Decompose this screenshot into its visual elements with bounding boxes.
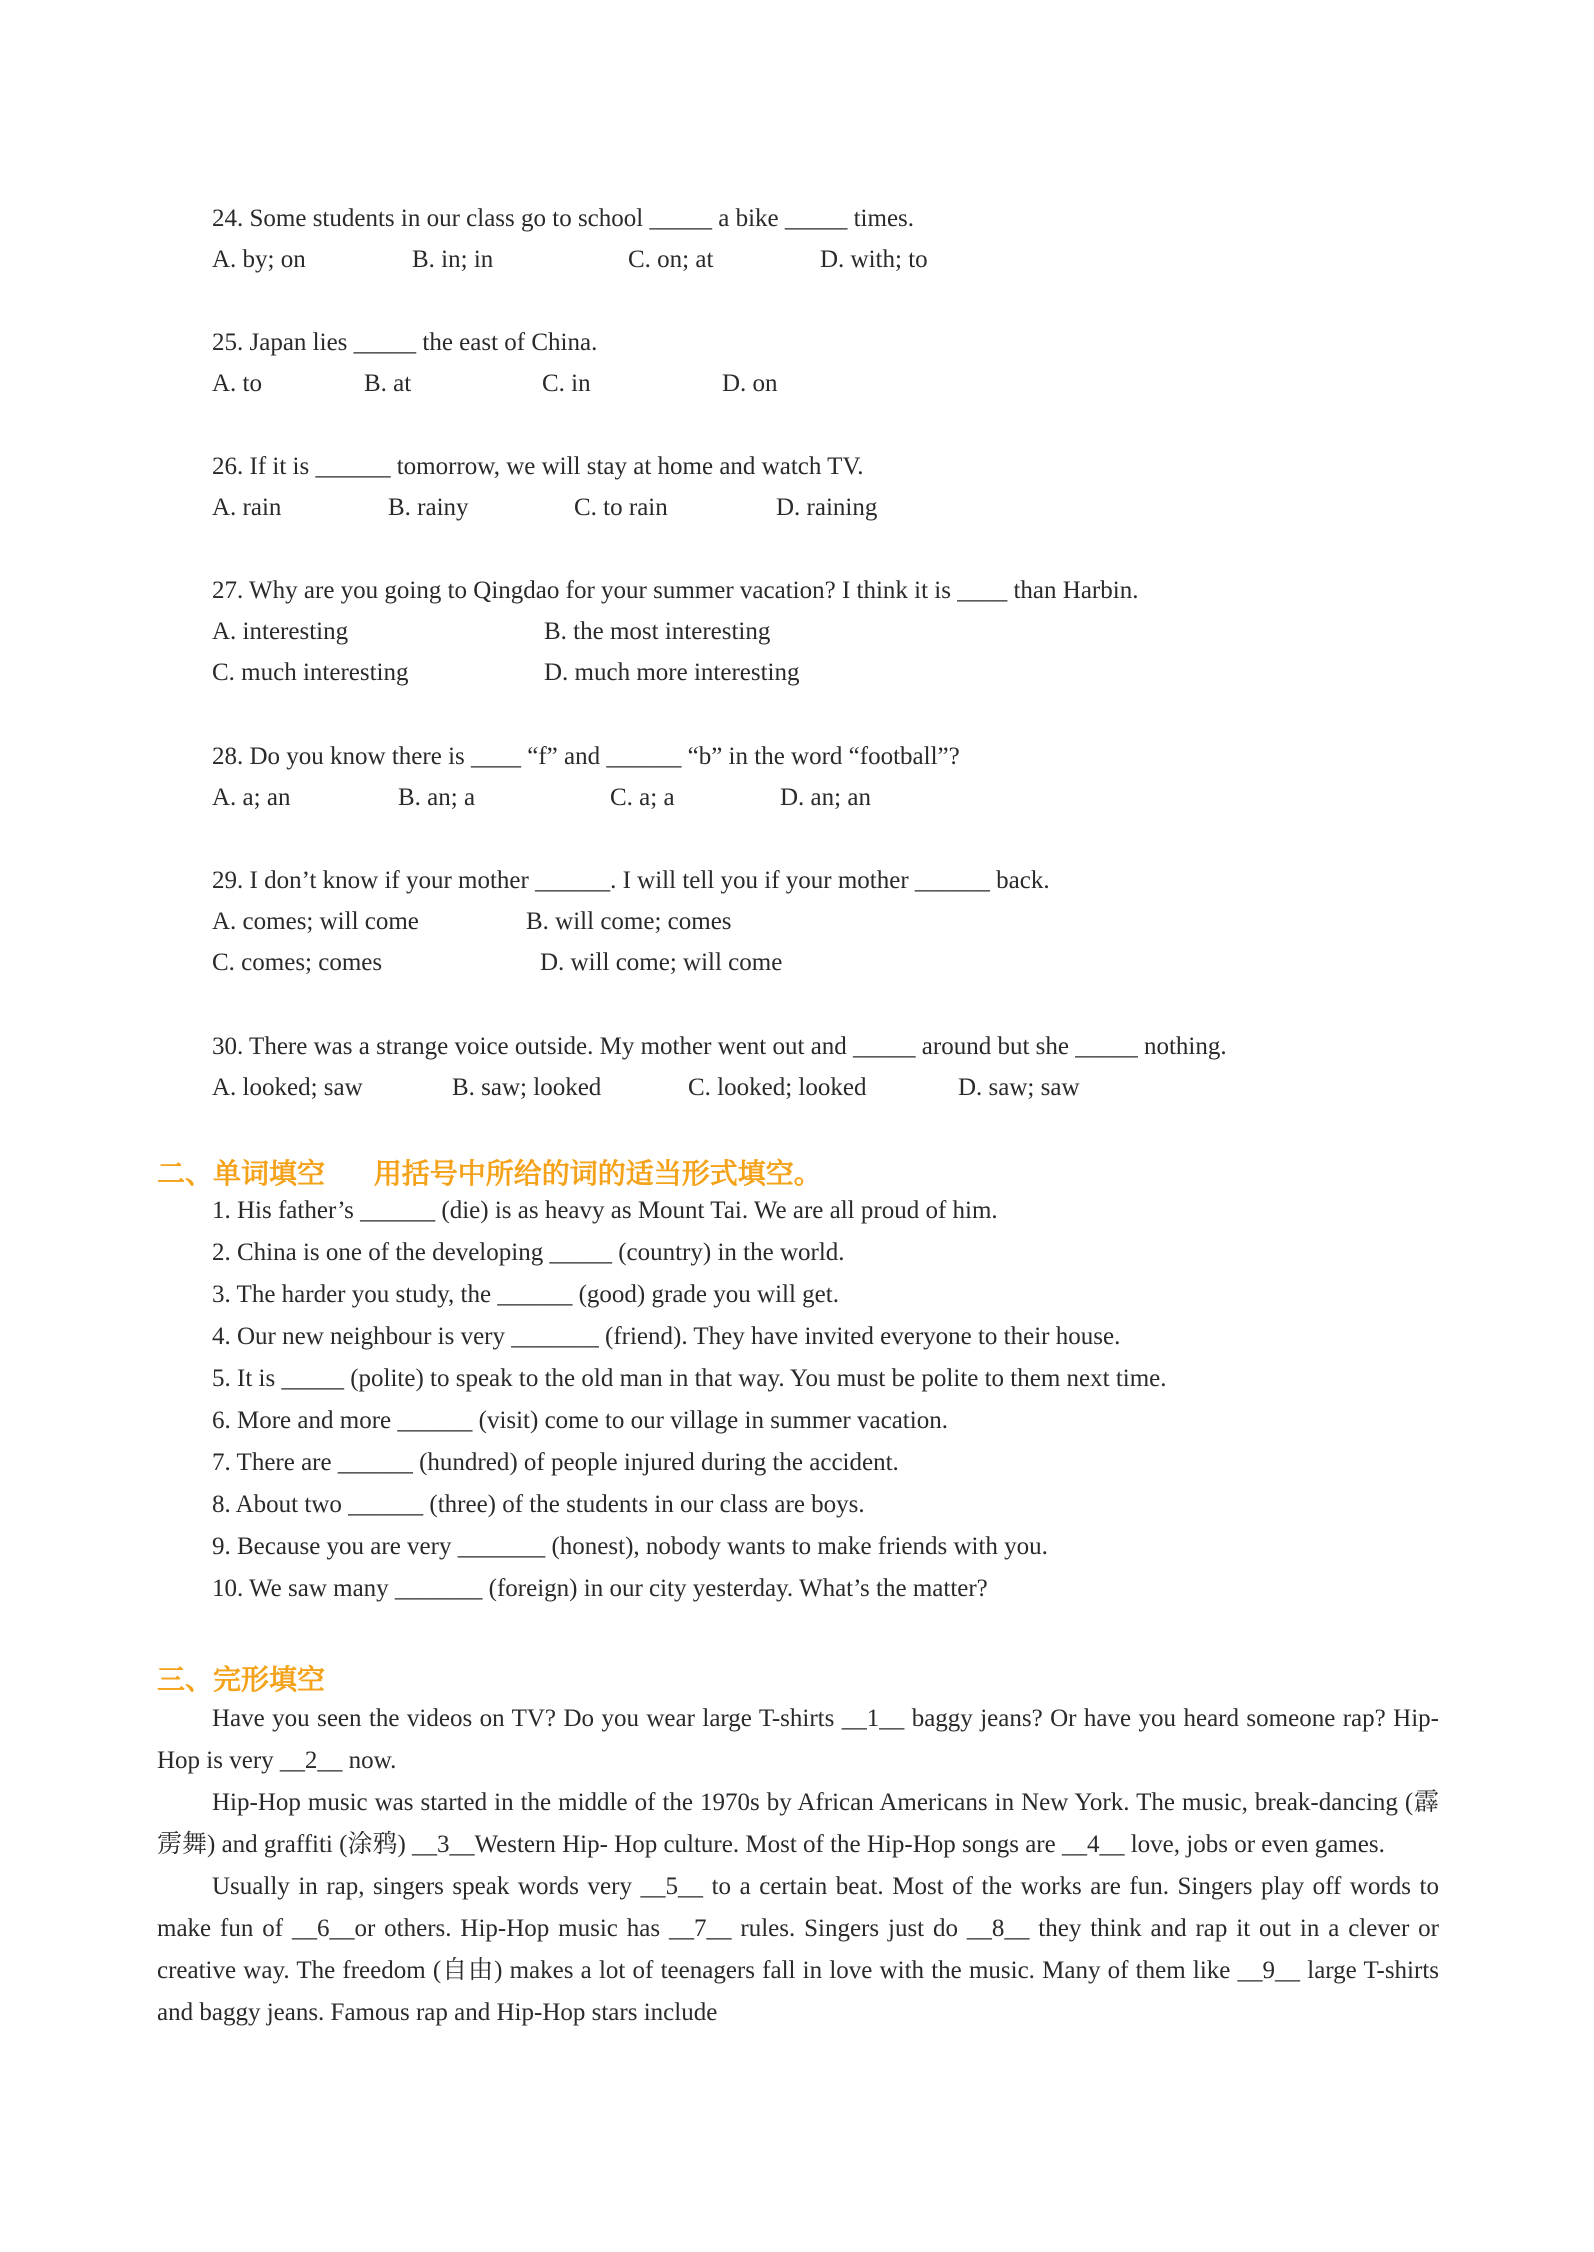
- option: C. on; at: [628, 246, 714, 273]
- option: D. on: [722, 370, 778, 397]
- fill-item: 3. The harder you study, the ______ (good) grade you will get.: [212, 1281, 839, 1308]
- fill-item: 1. His father’s ______ (die) is as heavy as Mount Tai. We are all proud of him.: [212, 1197, 998, 1224]
- cloze-passage: [157, 1698, 1439, 2034]
- question-25: 25. Japan lies _____ the east of China.: [212, 329, 598, 356]
- cloze-paragraph: Hip-Hop music was started in the middle of the 1970s by African Americans in New York. The music, break-dancing (霹雳舞) and graffiti (涂鸦) __3__Western Hip- Hop culture. Most of the Hip-Hop songs are __4__ love, jobs or even games.: [157, 1789, 1439, 1858]
- question-28: 28. Do you know there is ____ “f” and ______ “b” in the word “football”?: [212, 743, 960, 770]
- fill-item: 8. About two ______ (three) of the students in our class are boys.: [212, 1491, 865, 1518]
- option: A. looked; saw: [212, 1074, 363, 1101]
- fill-item: 10. We saw many _______ (foreign) in our city yesterday. What’s the matter?: [212, 1575, 988, 1602]
- option: C. looked; looked: [688, 1074, 867, 1101]
- cloze-paragraph: Usually in rap, singers speak words very __5__ to a certain beat. Most of the works are fun. Singers play off words to make fun of __6__or others. Hip-Hop music has __7__ rules. Singers just do __8__ they think and rap it out in a clever or creative way. The freedom (自由) makes a lot of teenagers fall in love with the music. Many of them like __9__ large T-shirts and baggy jeans. Famous rap and Hip-Hop stars include: [157, 1873, 1439, 2026]
- option: C. in: [542, 370, 591, 397]
- question-26: 26. If it is ______ tomorrow, we will stay at home and watch TV.: [212, 453, 864, 480]
- option: A. comes; will come: [212, 908, 419, 935]
- option: A. interesting: [212, 618, 349, 645]
- question-24: 24. Some students in our class go to school _____ a bike _____ times.: [212, 205, 915, 232]
- option: A. rain: [212, 494, 282, 521]
- section-heading-word-fill: 二、单词填空 用括号中所给的词的适当形式填空。: [157, 1157, 822, 1190]
- option: B. at: [364, 370, 412, 397]
- option: B. the most interesting: [544, 618, 771, 645]
- cloze-paragraph: Have you seen the videos on TV? Do you wear large T-shirts __1__ baggy jeans? Or have you heard someone rap? Hip-Hop is very __2__ now.: [157, 1705, 1439, 1774]
- fill-item: 6. More and more ______ (visit) come to our village in summer vacation.: [212, 1407, 948, 1434]
- option: D. an; an: [780, 784, 871, 811]
- fill-item: 9. Because you are very _______ (honest), nobody wants to make friends with you.: [212, 1533, 1048, 1560]
- option: C. a; a: [610, 784, 675, 811]
- fill-item: 2. China is one of the developing _____ (country) in the world.: [212, 1239, 845, 1266]
- question-30: 30. There was a strange voice outside. My mother went out and _____ around but she _____ nothing.: [212, 1033, 1227, 1060]
- option: D. saw; saw: [958, 1074, 1080, 1101]
- fill-item: 7. There are ______ (hundred) of people injured during the accident.: [212, 1449, 899, 1476]
- question-27: 27. Why are you going to Qingdao for your summer vacation? I think it is ____ than Harbin.: [212, 577, 1139, 604]
- option: C. to rain: [574, 494, 668, 521]
- fill-item: 5. It is _____ (polite) to speak to the old man in that way. You must be polite to them next time.: [212, 1365, 1167, 1392]
- option: A. by; on: [212, 246, 306, 273]
- option: D. much more interesting: [544, 659, 800, 686]
- option: A. to: [212, 370, 262, 397]
- option: D. raining: [776, 494, 878, 521]
- option: B. an; a: [398, 784, 476, 811]
- question-29: 29. I don’t know if your mother ______. I will tell you if your mother ______ back.: [212, 867, 1050, 894]
- option: D. with; to: [820, 246, 928, 273]
- option: C. comes; comes: [212, 949, 383, 976]
- option: B. saw; looked: [452, 1074, 602, 1101]
- option: B. in; in: [412, 246, 494, 273]
- option: B. rainy: [388, 494, 469, 521]
- option: C. much interesting: [212, 659, 409, 686]
- option: B. will come; comes: [526, 908, 732, 935]
- option: A. a; an: [212, 784, 291, 811]
- section-heading-cloze: 三、完形填空: [157, 1663, 326, 1696]
- option: D. will come; will come: [540, 949, 783, 976]
- fill-item: 4. Our new neighbour is very _______ (friend). They have invited everyone to their house.: [212, 1323, 1121, 1350]
